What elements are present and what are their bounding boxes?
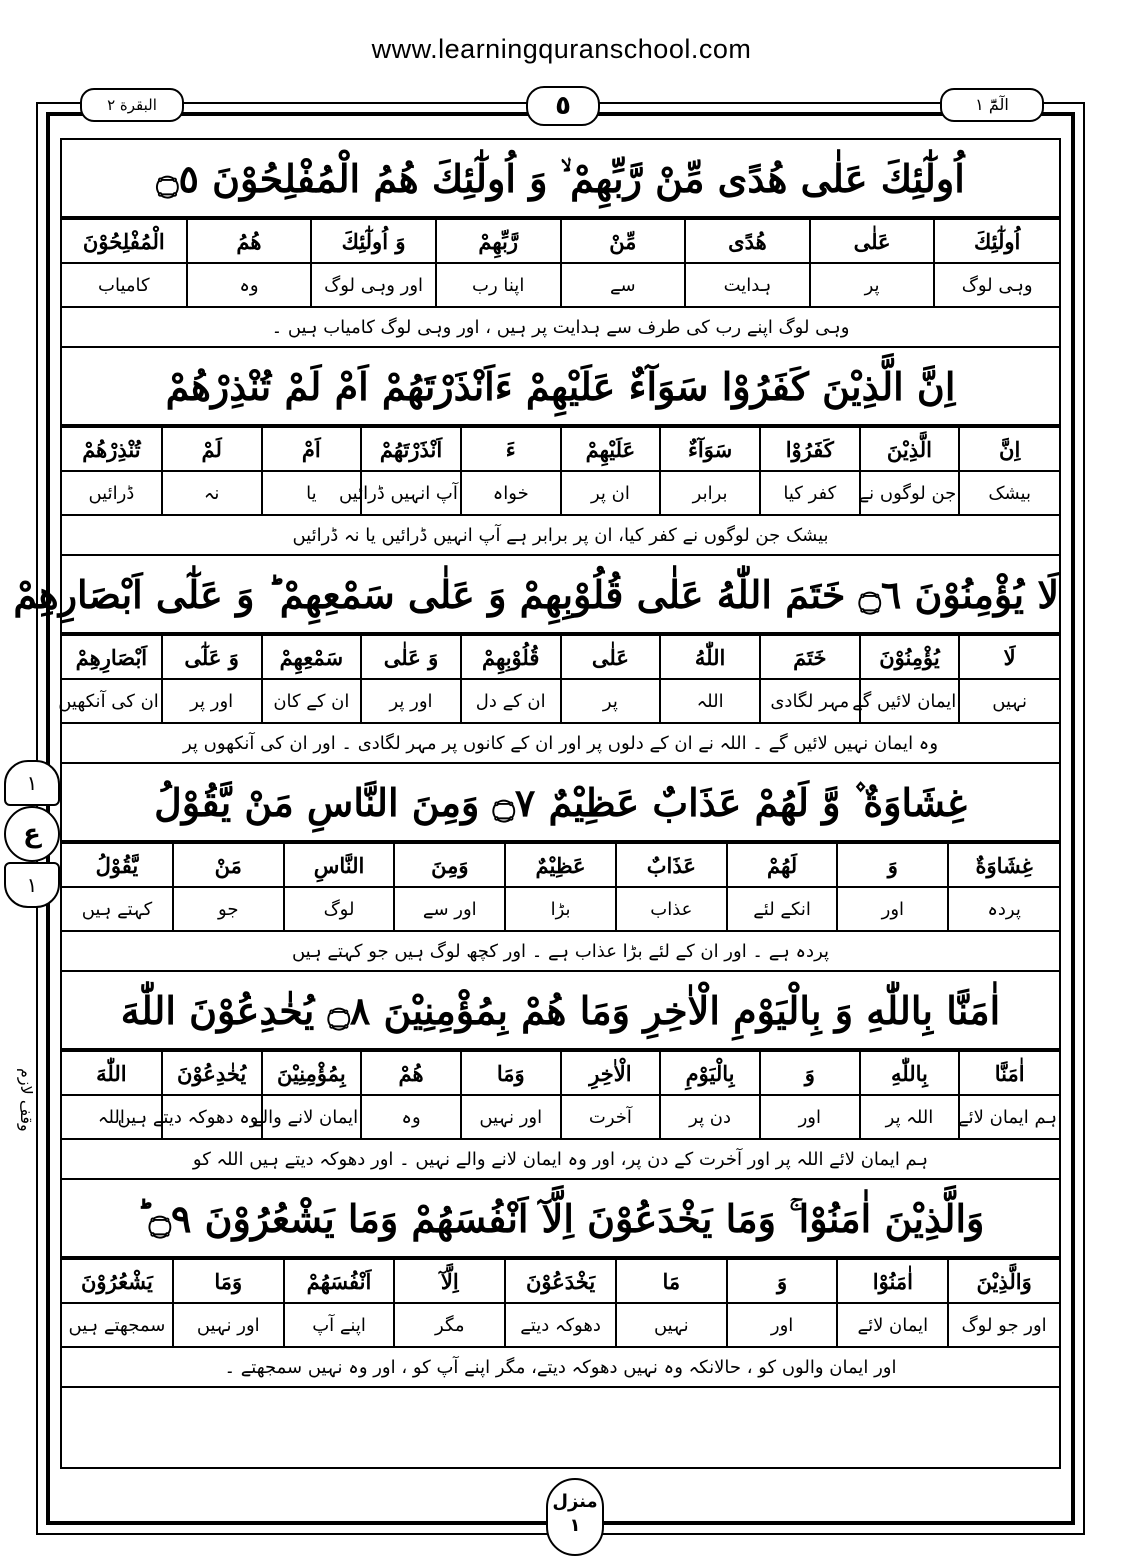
word-meaning: انکے لئے (727, 887, 838, 931)
word-row-arabic (62, 1051, 1059, 1095)
ruku-marker-bottom: ١ (4, 862, 60, 908)
word-meaning: ایمان لانے والے (262, 1095, 362, 1139)
word-arabic: اُولٰٓئِكَ (934, 219, 1059, 263)
word-meaning: بیشک (959, 471, 1059, 515)
word-arabic: كَفَرُوْا (760, 427, 860, 471)
word-row-arabic (62, 843, 1059, 887)
word-meaning: ڈرائیں (62, 471, 162, 515)
word-row-meaning (62, 887, 1059, 931)
word-arabic: وَ (727, 1259, 838, 1303)
word-table (62, 1258, 1059, 1348)
word-arabic: اِلَّآ (394, 1259, 505, 1303)
word-arabic: اَبْصَارِهِمْ (62, 635, 162, 679)
word-meaning: مہر لگادی (760, 679, 860, 723)
word-meaning: جو (173, 887, 284, 931)
word-row-meaning (62, 1303, 1059, 1347)
word-arabic: لَمْ (162, 427, 262, 471)
verse-arabic: اِنَّ الَّذِيْنَ كَفَرُوْا سَوَآءٌ عَلَيْهِمْ ءَاَنْذَرْتَهُمْ اَمْ لَمْ تُنْذِرْهُمْ (62, 348, 1059, 426)
word-meaning: نہیں (959, 679, 1059, 723)
word-arabic: بِمُؤْمِنِيْنَ (262, 1051, 362, 1095)
word-meaning: عذاب (616, 887, 727, 931)
word-arabic: مَا (616, 1259, 727, 1303)
word-meaning: سے (561, 263, 686, 307)
word-row-meaning (62, 263, 1059, 307)
word-arabic: اِنَّ (959, 427, 1059, 471)
verse-block (62, 1180, 1059, 1388)
word-meaning: اللہ (62, 1095, 162, 1139)
word-meaning: پردہ (948, 887, 1059, 931)
word-arabic: اٰمَنَّا (959, 1051, 1059, 1095)
verse-arabic: وَالَّذِيْنَ اٰمَنُوْا ۚ وَمَا يَخْدَعُوْنَ اِلَّآ اَنْفُسَهُمْ وَمَا يَشْعُرُوْنَ ۝٩ ؕ (62, 1180, 1059, 1258)
word-meaning: آپ انہیں ڈرائیں (361, 471, 461, 515)
word-table (58, 634, 1059, 724)
word-arabic: الْاٰخِرِ (561, 1051, 661, 1095)
word-meaning: دن پر (660, 1095, 760, 1139)
word-meaning: وہی لوگ (934, 263, 1059, 307)
verse-translation: وہی لوگ اپنے رب کی طرف سے ہدایت پر ہیں ، اور وہی لوگ کامیاب ہیں ۔ (62, 308, 1059, 348)
word-meaning: اور (760, 1095, 860, 1139)
word-meaning: وہ دھوکہ دیتے ہیں (162, 1095, 262, 1139)
verse-arabic: لَا يُؤْمِنُوْنَ ۝٦ خَتَمَ اللّٰهُ عَلٰى قُلُوْبِهِمْ وَ عَلٰى سَمْعِهِمْ ؕ وَ عَلٰٓى اَبْصَارِهِمْ (62, 556, 1059, 634)
word-meaning: اللہ پر (860, 1095, 960, 1139)
word-arabic: مِّنْ (561, 219, 686, 263)
word-meaning: ہدایت (685, 263, 810, 307)
word-table (62, 218, 1059, 308)
word-arabic: وَمَا (173, 1259, 284, 1303)
word-arabic: وَالَّذِيْنَ (948, 1259, 1059, 1303)
word-arabic: وَ (837, 843, 948, 887)
word-meaning: نہ (162, 471, 262, 515)
word-arabic: سَمْعِهِمْ (262, 635, 362, 679)
word-meaning: وہ (187, 263, 312, 307)
word-meaning: ہم ایمان لائے (959, 1095, 1059, 1139)
word-meaning: کامیاب (62, 263, 187, 307)
word-meaning: ان کے کان (262, 679, 362, 723)
word-row-meaning (62, 471, 1059, 515)
word-arabic: وَ عَلٰى (361, 635, 461, 679)
word-table (62, 842, 1059, 932)
verse-block (62, 972, 1059, 1180)
word-arabic: يَشْعُرُوْنَ (62, 1259, 173, 1303)
word-table (62, 1050, 1059, 1140)
word-arabic: عَلَيْهِمْ (561, 427, 661, 471)
word-meaning: ایمان لائے (837, 1303, 948, 1347)
word-arabic: يُخٰدِعُوْنَ (162, 1051, 262, 1095)
word-arabic: سَوَآءٌ (660, 427, 760, 471)
word-arabic: وَ (760, 1051, 860, 1095)
word-row-meaning (62, 1095, 1059, 1139)
word-arabic: لَا (959, 635, 1059, 679)
verse-block (13, 556, 1059, 764)
word-row-arabic (62, 1259, 1059, 1303)
word-arabic: هُدًى (685, 219, 810, 263)
word-arabic: وَمِنَ (394, 843, 505, 887)
verse-block (62, 140, 1059, 348)
word-arabic: بِالْيَوْمِ (660, 1051, 760, 1095)
word-arabic: غِشَاوَةٌ (948, 843, 1059, 887)
word-meaning: لوگ (284, 887, 395, 931)
word-meaning: اور (837, 887, 948, 931)
word-row-meaning (62, 679, 1059, 723)
word-meaning: اور پر (361, 679, 461, 723)
verse-arabic: غِشَاوَةٌ ۫ وَّ لَهُمْ عَذَابٌ عَظِيْمٌ ۝٧ وَمِنَ النَّاسِ مَنْ يَّقُوْلُ (62, 764, 1059, 842)
word-meaning: ان پر (561, 471, 661, 515)
surah-name-tab: البقرة ٢ (80, 88, 184, 122)
ruku-marker-symbol: ع (4, 806, 60, 862)
word-arabic: اللّٰهُ (660, 635, 760, 679)
word-meaning: دھوکہ دیتے (505, 1303, 616, 1347)
manzil-number: ١ (569, 1515, 581, 1536)
word-arabic: عَذَابٌ (616, 843, 727, 887)
word-meaning: اور (727, 1303, 838, 1347)
word-meaning: برابر (660, 471, 760, 515)
word-arabic: عَلٰى (561, 635, 661, 679)
verse-arabic: اُولٰٓئِكَ عَلٰى هُدًى مِّنْ رَّبِّهِمْ ۙ وَ اُولٰٓئِكَ هُمُ الْمُفْلِحُوْنَ ۝٥ (62, 140, 1059, 218)
word-meaning: مگر (394, 1303, 505, 1347)
word-arabic: تُنْذِرْهُمْ (62, 427, 162, 471)
word-meaning: پر (810, 263, 935, 307)
word-meaning: ان کے دل (461, 679, 561, 723)
word-table (62, 426, 1059, 516)
word-arabic: يُؤْمِنُوْنَ (860, 635, 960, 679)
word-arabic: يَّقُوْلُ (62, 843, 173, 887)
word-meaning: بڑا (505, 887, 616, 931)
verse-translation: بیشک جن لوگوں نے کفر کیا، ان پر برابر ہے آپ انہیں ڈرائیں یا نہ ڈرائیں (62, 516, 1059, 556)
word-meaning: کہتے ہیں (62, 887, 173, 931)
word-meaning: خواہ (461, 471, 561, 515)
site-url: www.learningquranschool.com (371, 34, 752, 64)
verse-translation: پردہ ہے ۔ اور ان کے لئے بڑا عذاب ہے ۔ اور کچھ لوگ ہیں جو کہتے ہیں (62, 932, 1059, 972)
word-meaning: آخرت (561, 1095, 661, 1139)
word-meaning: نہیں (616, 1303, 727, 1347)
word-meaning: اور سے (394, 887, 505, 931)
word-meaning: ایمان لائیں گے (860, 679, 960, 723)
word-arabic: الَّذِيْنَ (860, 427, 960, 471)
word-arabic: لَهُمْ (727, 843, 838, 887)
page-number-tab: ٥ (526, 86, 600, 126)
word-meaning: سمجھتے ہیں (62, 1303, 173, 1347)
word-meaning: کفر کیا (760, 471, 860, 515)
word-arabic: بِاللّٰهِ (860, 1051, 960, 1095)
word-row-arabic (62, 427, 1059, 471)
word-meaning: پر (561, 679, 661, 723)
word-meaning: اور پر (162, 679, 262, 723)
word-meaning: یا (262, 471, 362, 515)
manzil-badge (546, 1478, 604, 1556)
ruku-marker-top: ١ (4, 760, 60, 806)
word-meaning: اور جو لوگ (948, 1303, 1059, 1347)
verse-block (62, 348, 1059, 556)
word-arabic: اَمْ (262, 427, 362, 471)
manzil-label: منزل (552, 1491, 598, 1512)
word-arabic: وَ عَلٰٓى (162, 635, 262, 679)
word-meaning: اپنے آپ (284, 1303, 395, 1347)
word-arabic: رَّبِّهِمْ (436, 219, 561, 263)
word-arabic: مَنْ (173, 843, 284, 887)
word-arabic: خَتَمَ (760, 635, 860, 679)
word-arabic: هُمُ (187, 219, 312, 263)
word-meaning: جن لوگوں نے (860, 471, 960, 515)
word-arabic: هُمْ (361, 1051, 461, 1095)
word-row-arabic (62, 219, 1059, 263)
waqf-note: وقف لازم (17, 1068, 36, 1132)
word-arabic: اَنْذَرْتَهُمْ (361, 427, 461, 471)
word-arabic: وَمَا (461, 1051, 561, 1095)
verse-translation: اور ایمان والوں کو ، حالانکہ وہ نہیں دھوکہ دیتے، مگر اپنے آپ کو ، اور وہ نہیں سمجھتے ۔ (62, 1348, 1059, 1388)
word-arabic: قُلُوْبِهِمْ (461, 635, 561, 679)
word-row-arabic (62, 635, 1059, 679)
para-name-tab: الٓمّٓ ١ (940, 88, 1044, 122)
verse-arabic: اٰمَنَّا بِاللّٰهِ وَ بِالْيَوْمِ الْاٰخِرِ وَمَا هُمْ بِمُؤْمِنِيْنَ ۝٨ يُخٰدِعُوْنَ اللّٰهَ (62, 972, 1059, 1050)
word-arabic: الْمُفْلِحُوْنَ (62, 219, 187, 263)
word-arabic: ءَ (461, 427, 561, 471)
word-arabic: النَّاسِ (284, 843, 395, 887)
word-meaning: اور نہیں (173, 1303, 284, 1347)
word-arabic: اٰمَنُوْا (837, 1259, 948, 1303)
word-arabic: عَلٰى (810, 219, 935, 263)
verse-block (62, 764, 1059, 972)
word-meaning: اور وہی لوگ (311, 263, 436, 307)
verse-translation: ہم ایمان لائے اللہ پر اور آخرت کے دن پر، اور وہ ایمان لانے والے نہیں ۔ اور دھوکہ دیتے ہیں اللہ کو (62, 1140, 1059, 1180)
word-meaning: ان کی آنکھیں (62, 679, 162, 723)
verse-translation: وہ ایمان نہیں لائیں گے ۔ اللہ نے ان کے دلوں پر اور ان کے کانوں پر مہر لگادی ۔ اور ان کی آنکھوں پر (62, 724, 1059, 764)
word-meaning: اپنا رب (436, 263, 561, 307)
word-arabic: عَظِيْمٌ (505, 843, 616, 887)
word-meaning: اور نہیں (461, 1095, 561, 1139)
word-arabic: اللّٰهَ (62, 1051, 162, 1095)
word-arabic: اَنْفُسَهُمْ (284, 1259, 395, 1303)
word-arabic: يَخْدَعُوْنَ (505, 1259, 616, 1303)
word-meaning: اللہ (660, 679, 760, 723)
word-arabic: وَ اُولٰٓئِكَ (311, 219, 436, 263)
word-meaning: وہ (361, 1095, 461, 1139)
